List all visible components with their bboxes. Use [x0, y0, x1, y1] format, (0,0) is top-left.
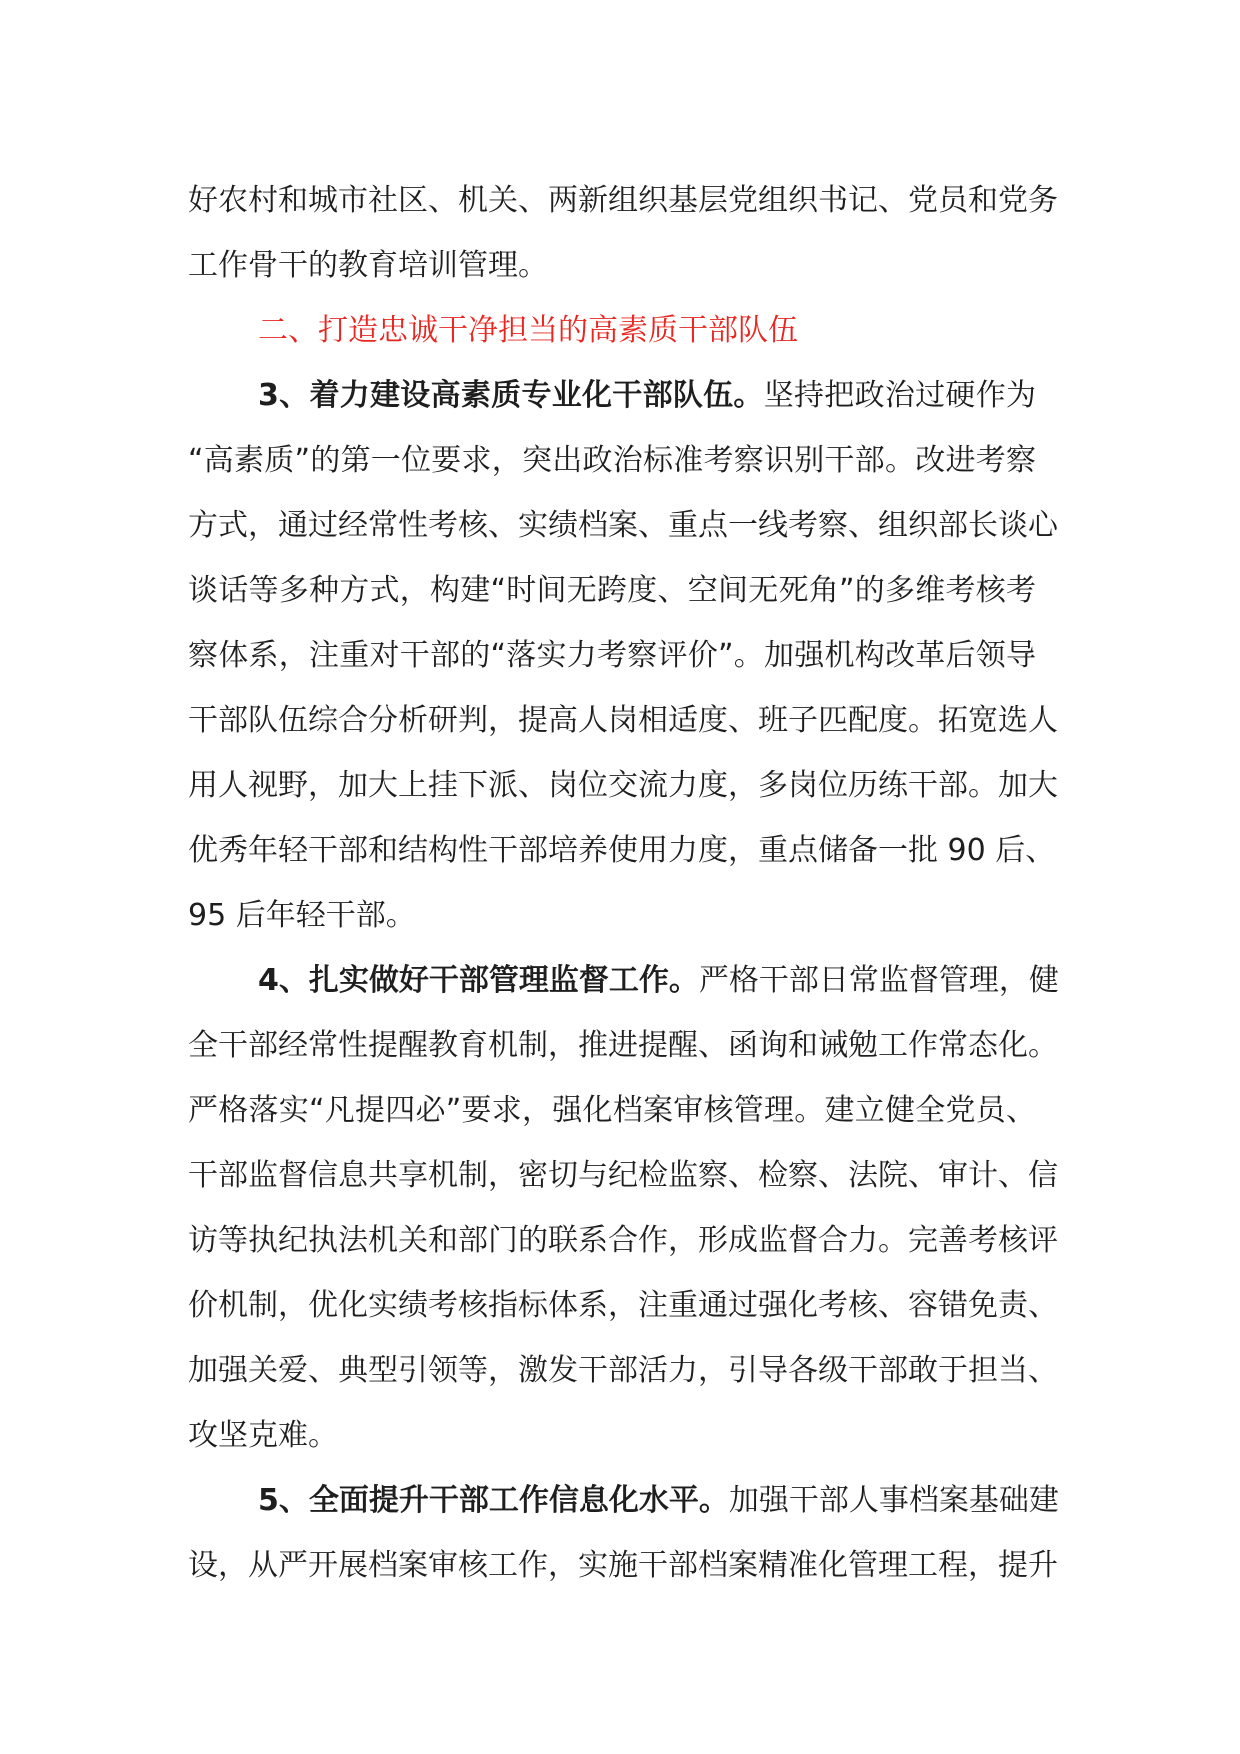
text-line — [188, 1013, 1058, 1078]
text-line — [188, 233, 1036, 298]
paragraph-4-first-line — [188, 948, 1059, 1013]
line-text: 攻坚克难。 — [188, 1418, 338, 1453]
text-line — [188, 1533, 1058, 1598]
line-text: 方式，通过经常性考核、实绩档案、重点一线考察、组织部长谈心 — [188, 508, 1058, 543]
line-text: 干部监督信息共享机制，密切与纪检监察、检察、法院、审计、信 — [188, 1158, 1058, 1193]
line-text: 全干部经常性提醒教育机制，推进提醒、函询和诫勉工作常态化。 — [188, 1028, 1058, 1063]
line-text: 用人视野，加大上挂下派、岗位交流力度，多岗位历练干部。加大 — [188, 768, 1058, 803]
text-line — [188, 1273, 1058, 1338]
text-line — [188, 1403, 1036, 1468]
text-line — [188, 1078, 1036, 1143]
item-4-title: 4、扎实做好干部管理监督工作。 — [258, 963, 699, 998]
line-text: 察体系，注重对干部的“落实力考察评价”。加强机构改革后领导 — [188, 638, 1036, 673]
line-text: 优秀年轻干部和结构性干部培养使用力度，重点储备一批 90 后、 — [188, 833, 1056, 868]
line-text: 严格干部日常监督管理，健 — [698, 963, 1059, 998]
text-line — [188, 1143, 1058, 1208]
text-line — [188, 623, 1036, 688]
section-heading-text: 二、打造忠诚干净担当的高素质干部队伍 — [258, 313, 798, 348]
document-body — [188, 168, 1059, 1598]
line-text: “高素质”的第一位要求，突出政治标准考察识别干部。改进考察 — [188, 443, 1036, 478]
paragraph-3-first-line — [188, 363, 1036, 428]
line-text: 好农村和城市社区、机关、两新组织基层党组织书记、党员和党务 — [188, 183, 1058, 218]
line-text: 设，从严开展档案审核工作，实施干部档案精准化管理工程，提升 — [188, 1548, 1058, 1583]
line-text: 干部队伍综合分析研判，提高人岗相适度、班子匹配度。拓宽选人 — [188, 703, 1058, 738]
section-heading — [188, 298, 1036, 363]
line-text: 严格落实“凡提四必”要求，强化档案审核管理。建立健全党员、 — [188, 1093, 1036, 1128]
text-line — [188, 688, 1058, 753]
text-line — [188, 168, 1058, 233]
line-text: 价机制，优化实绩考核指标体系，注重通过强化考核、容错免责、 — [188, 1288, 1058, 1323]
text-line — [188, 493, 1058, 558]
line-text: 加强干部人事档案基础建 — [728, 1483, 1059, 1518]
text-line — [188, 1208, 1058, 1273]
line-text: 工作骨干的教育培训管理。 — [188, 248, 548, 283]
text-line — [188, 818, 1056, 883]
text-line — [188, 558, 1036, 623]
line-text: 95 后年轻干部。 — [188, 898, 416, 933]
text-line — [188, 1338, 1058, 1403]
line-text: 访等执纪执法机关和部门的联系合作，形成监督合力。完善考核评 — [188, 1223, 1058, 1258]
line-text: 谈话等多种方式，构建“时间无跨度、空间无死角”的多维考核考 — [188, 573, 1036, 608]
line-text: 加强关爱、典型引领等，激发干部活力，引导各级干部敢于担当、 — [188, 1353, 1058, 1388]
line-text: 坚持把政治过硬作为 — [763, 378, 1036, 413]
text-line — [188, 883, 1036, 948]
item-3-title: 3、着力建设高素质专业化干部队伍。 — [258, 378, 764, 413]
text-line — [188, 753, 1058, 818]
item-5-title: 5、全面提升干部工作信息化水平。 — [258, 1483, 729, 1518]
text-line — [188, 428, 1036, 493]
paragraph-5-first-line — [188, 1468, 1059, 1533]
